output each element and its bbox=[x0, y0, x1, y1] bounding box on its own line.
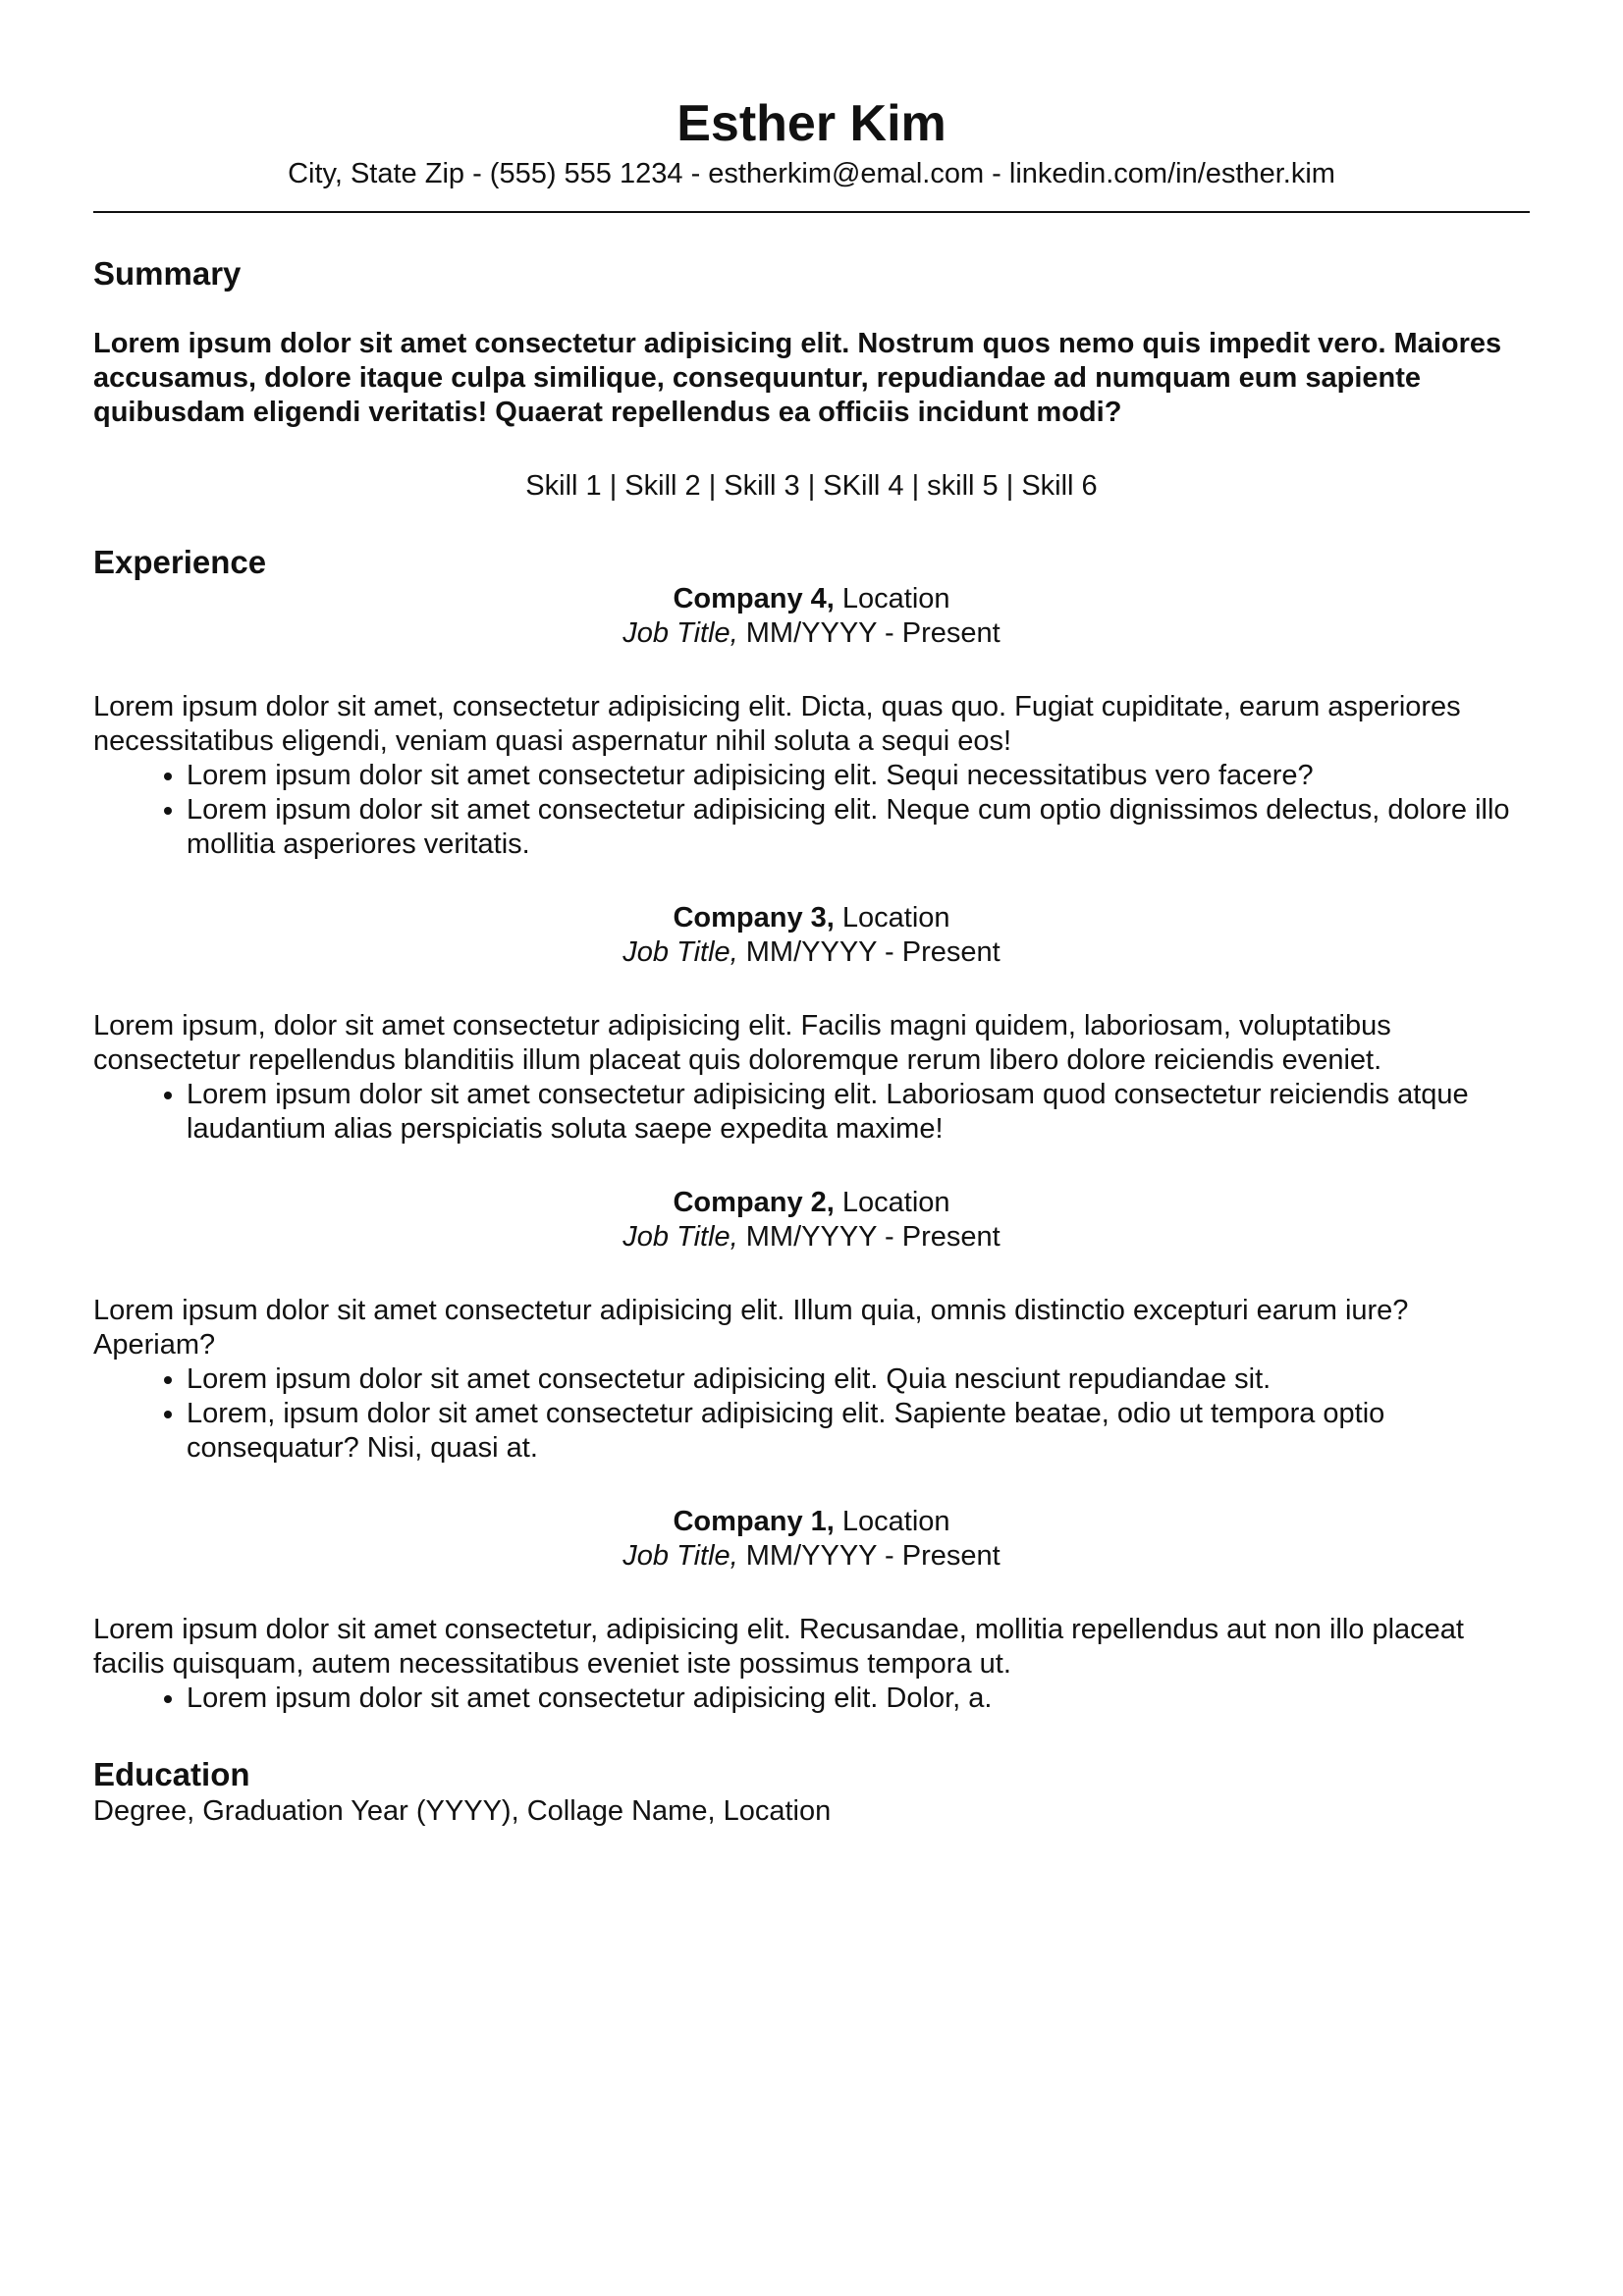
job-dates: MM/YYYY - Present bbox=[737, 936, 1001, 968]
job-title: Job Title, bbox=[622, 617, 738, 649]
job-bullets bbox=[93, 1362, 1530, 1466]
job-bullets bbox=[93, 1078, 1530, 1147]
job-entry bbox=[93, 1505, 1530, 1716]
job-dates: MM/YYYY - Present bbox=[737, 1540, 1001, 1572]
experience-heading: Experience bbox=[93, 544, 267, 580]
company-location: Location bbox=[834, 902, 950, 934]
company-name: Company 1, bbox=[673, 1506, 835, 1537]
job-company-line bbox=[93, 901, 1530, 935]
job-title-line bbox=[93, 1220, 1530, 1255]
job-bullet: • Lorem ipsum dolor sit amet consectetur adipisicing elit. Sequi necessitatibus vero facere? bbox=[187, 759, 1530, 793]
job-description: Lorem ipsum, dolor sit amet consectetur adipisicing elit. Facilis magni quidem, laboriosam, voluptatibus consectetur repellendus blanditiis illum placeat quis doloremque rerum libero dolore reiciendis eveniet. bbox=[93, 1010, 1391, 1076]
candidate-name: Esther Kim bbox=[676, 95, 947, 152]
education-heading: Education bbox=[93, 1756, 250, 1792]
job-dates: MM/YYYY - Present bbox=[737, 1221, 1001, 1253]
job-description: Lorem ipsum dolor sit amet, consectetur adipisicing elit. Dicta, quas quo. Fugiat cupiditate, earum asperiores necessitatibus eligendi, veniam quasi aspernatur nihil soluta a sequi eos! bbox=[93, 691, 1461, 757]
job-dates: MM/YYYY - Present bbox=[737, 617, 1001, 649]
company-location: Location bbox=[834, 1187, 950, 1218]
job-bullets bbox=[93, 759, 1530, 862]
job-bullets bbox=[93, 1682, 1530, 1716]
header-divider bbox=[93, 211, 1530, 213]
contact-line: City, State Zip - (555) 555 1234 - estherkim@emal.com - linkedin.com/in/esther.kim bbox=[288, 158, 1335, 189]
education-entry: Degree, Graduation Year (YYYY), Collage Name, Location bbox=[93, 1795, 832, 1827]
job-title-line bbox=[93, 935, 1530, 970]
company-name: Company 2, bbox=[673, 1187, 835, 1218]
job-company-line bbox=[93, 1505, 1530, 1539]
job-entry bbox=[93, 901, 1530, 1147]
job-bullet: • Lorem, ipsum dolor sit amet consectetur adipisicing elit. Sapiente beatae, odio ut tempora optio consequatur? Nisi, quasi at. bbox=[187, 1397, 1530, 1466]
job-entry bbox=[93, 582, 1530, 862]
job-description: Lorem ipsum dolor sit amet consectetur, adipisicing elit. Recusandae, mollitia repellendus aut non illo placeat facilis quisquam, autem necessitatibus eveniet iste possimus tempora ut. bbox=[93, 1614, 1464, 1680]
company-name: Company 4, bbox=[673, 583, 835, 614]
job-bullet: • Lorem ipsum dolor sit amet consectetur adipisicing elit. Laboriosam quod consectetur reiciendis atque laudantium alias perspiciatis soluta saepe expedita maxime! bbox=[187, 1078, 1530, 1147]
job-title: Job Title, bbox=[622, 936, 738, 968]
job-bullet: • Lorem ipsum dolor sit amet consectetur adipisicing elit. Quia nesciunt repudiandae sit. bbox=[187, 1362, 1530, 1397]
job-title-line bbox=[93, 1539, 1530, 1574]
job-company-line bbox=[93, 1186, 1530, 1220]
job-company-line bbox=[93, 582, 1530, 616]
job-title: Job Title, bbox=[622, 1221, 738, 1253]
job-entry bbox=[93, 1186, 1530, 1466]
company-location: Location bbox=[834, 583, 950, 614]
summary-heading: Summary bbox=[93, 255, 242, 292]
job-description: Lorem ipsum dolor sit amet consectetur adipisicing elit. Illum quia, omnis distinctio excepturi earum iure? Aperiam? bbox=[93, 1295, 1409, 1361]
job-bullet: • Lorem ipsum dolor sit amet consectetur adipisicing elit. Neque cum optio dignissimos delectus, dolore illo mollitia asperiores veritatis. bbox=[187, 793, 1530, 862]
summary-text: Lorem ipsum dolor sit amet consectetur adipisicing elit. Nostrum quos nemo quis impedit vero. Maiores accusamus, dolore itaque culpa similique, consequuntur, repudiandae ad numquam eum sapiente quibusdam eligendi veritatis! Quaerat repellendus ea officiis incidunt modi? bbox=[93, 328, 1502, 428]
job-title-line bbox=[93, 616, 1530, 651]
job-bullet: • Lorem ipsum dolor sit amet consectetur adipisicing elit. Dolor, a. bbox=[187, 1682, 1530, 1716]
company-location: Location bbox=[834, 1506, 950, 1537]
skills-line: Skill 1 | Skill 2 | Skill 3 | SKill 4 | skill 5 | Skill 6 bbox=[525, 470, 1098, 502]
company-name: Company 3, bbox=[673, 902, 835, 934]
job-title: Job Title, bbox=[622, 1540, 738, 1572]
